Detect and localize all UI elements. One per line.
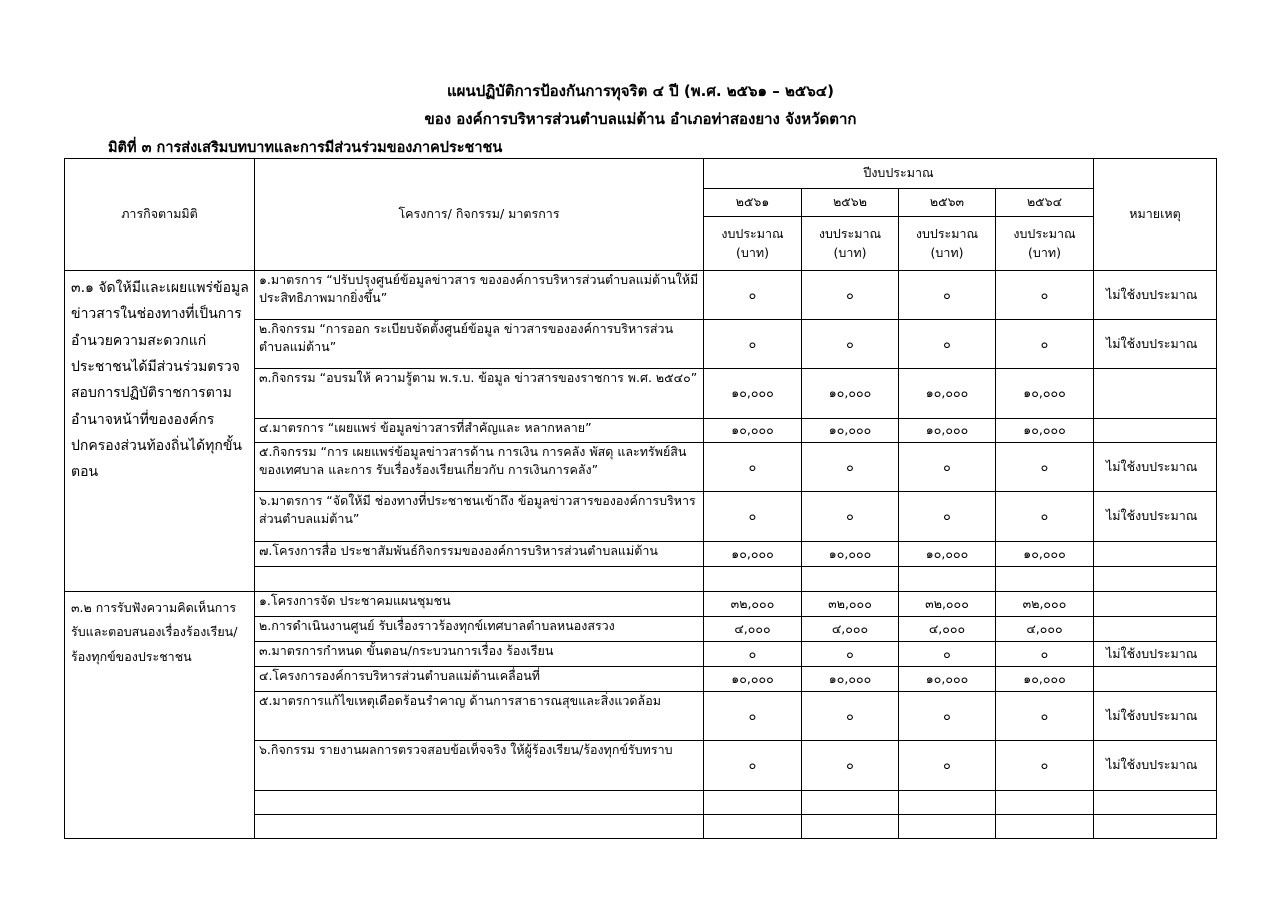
budget-cell: ๐: [899, 443, 996, 492]
budget-cell: ๑๐,๐๐๐: [996, 667, 1094, 692]
remark-cell: ไม่ใช้งบประมาณ: [1094, 692, 1217, 741]
budget-label: งบประมาณ: [1013, 226, 1076, 242]
project-cell: ๓.กิจกรรม “อบรมให้ ความรู้ตาม พ.ร.บ. ข้อมูล ข่าวสารของราชการ พ.ศ. ๒๕๔๐”: [255, 369, 704, 419]
budget-label: งบประมาณ: [915, 226, 979, 242]
budget-year-header: ปีงบประมาณ: [704, 159, 1094, 189]
year-header: ๒๕๖๑: [704, 189, 802, 217]
remark-cell: [1094, 815, 1217, 839]
project-cell: ๖.มาตรการ “จัดให้มี ช่องทางที่ประชาชนเข้าถึง ข้อมูลข่าวสารขององค์การบริหารส่วนตำบลแม่ต้าน”: [255, 492, 704, 542]
budget-cell: ๑๐,๐๐๐: [996, 369, 1094, 419]
budget-cell: ๔,๐๐๐: [704, 617, 802, 642]
budget-cell: ๐: [704, 692, 802, 741]
budget-cell: ๔,๐๐๐: [802, 617, 899, 642]
remark-cell: [1094, 567, 1217, 592]
budget-cell: ๔,๐๐๐: [899, 617, 996, 642]
project-cell: ๔.โครงการองค์การบริหารส่วนตำบลแม่ต้านเคลื่อนที่: [255, 667, 704, 692]
budget-cell: ๐: [996, 492, 1094, 542]
action-plan-table: [64, 158, 1217, 839]
budget-cell: ๐: [802, 642, 899, 667]
remark-cell: [1094, 617, 1217, 642]
mission-header: ภารกิจตามมิติ: [65, 159, 255, 271]
table-row: [65, 271, 1217, 320]
remark-cell: [1094, 542, 1217, 567]
budget-cell: ๐: [899, 692, 996, 741]
project-cell: ๔.มาตรการ “เผยแพร่ ข้อมูลข่าวสารที่สำคัญและ หลากหลาย”: [255, 419, 704, 443]
budget-cell: ๐: [996, 642, 1094, 667]
remark-cell: ไม่ใช้งบประมาณ: [1094, 271, 1217, 320]
budget-cell: ๑๐,๐๐๐: [802, 542, 899, 567]
unit-label: (บาท): [930, 244, 964, 260]
project-cell: [255, 791, 704, 815]
remark-cell: [1094, 667, 1217, 692]
budget-cell: ๐: [704, 271, 802, 320]
remark-header: หมายเหตุ: [1094, 159, 1217, 271]
budget-cell: ๑๐,๐๐๐: [899, 369, 996, 419]
budget-cell: ๑๐,๐๐๐: [802, 667, 899, 692]
remark-cell: [1094, 592, 1217, 617]
budget-unit-header: [704, 217, 802, 271]
budget-cell: [996, 567, 1094, 592]
budget-cell: ๐: [996, 320, 1094, 369]
organization-subtitle: ของ องค์การบริหารส่วนตำบลแม่ต้าน อำเภอท่าสองยาง จังหวัดตาก: [424, 110, 857, 128]
budget-cell: ๑๐,๐๐๐: [704, 369, 802, 419]
budget-cell: ๓๒,๐๐๐: [704, 592, 802, 617]
budget-cell: [704, 567, 802, 592]
budget-cell: ๑๐,๐๐๐: [996, 419, 1094, 443]
budget-cell: ๐: [802, 492, 899, 542]
budget-cell: ๑๐,๐๐๐: [899, 419, 996, 443]
project-cell: ๖.กิจกรรม รายงานผลการตรวจสอบข้อเท็จจริง ให้ผู้ร้องเรียน/ร้องทุกข์รับทราบ: [255, 741, 704, 791]
budget-cell: ๐: [899, 492, 996, 542]
project-cell: ๓.มาตรการกำหนด ขั้นตอน/กระบวนการเรื่อง ร้องเรียน: [255, 642, 704, 667]
project-cell: ๗.โครงการสื่อ ประชาสัมพันธ์กิจกรรมขององค์การบริหารส่วนตำบลแม่ต้าน: [255, 542, 704, 567]
budget-cell: ๑๐,๐๐๐: [802, 369, 899, 419]
budget-cell: [704, 815, 802, 839]
budget-cell: ๓๒,๐๐๐: [899, 592, 996, 617]
budget-cell: ๐: [899, 320, 996, 369]
budget-cell: ๐: [802, 271, 899, 320]
budget-cell: ๑๐,๐๐๐: [704, 542, 802, 567]
remark-cell: [1094, 791, 1217, 815]
budget-cell: ๐: [704, 741, 802, 791]
year-header: ๒๕๖๔: [996, 189, 1094, 217]
budget-cell: ๐: [704, 320, 802, 369]
budget-cell: ๐: [704, 443, 802, 492]
budget-cell: ๐: [996, 741, 1094, 791]
budget-cell: ๐: [802, 443, 899, 492]
budget-cell: [899, 791, 996, 815]
remark-cell: [1094, 369, 1217, 419]
budget-cell: ๐: [996, 443, 1094, 492]
unit-label: (บาท): [736, 244, 769, 260]
year-header: ๒๕๖๒: [802, 189, 899, 217]
budget-cell: [704, 791, 802, 815]
project-header: โครงการ/ กิจกรรม/ มาตรการ: [255, 159, 704, 271]
budget-cell: ๐: [899, 271, 996, 320]
budget-cell: [802, 567, 899, 592]
unit-label: (บาท): [1028, 244, 1061, 260]
budget-cell: ๔,๐๐๐: [996, 617, 1094, 642]
budget-cell: [899, 815, 996, 839]
budget-cell: ๑๐,๐๐๐: [802, 419, 899, 443]
project-cell: ๑.มาตรการ “ปรับปรุงศูนย์ข้อมูลข่าวสาร ขององค์การบริหารส่วนตำบลแม่ต้านให้มี ประสิทธิภาพมากยิ่งขึ้น”: [255, 271, 704, 320]
project-cell: [255, 567, 704, 592]
mission-cell: ๓.๒ การรับฟังความคิดเห็นการรับและตอบสนองเรื่องร้องเรียน/ร้องทุกข์ของประชาชน: [65, 592, 255, 839]
budget-label: งบประมาณ: [721, 226, 784, 242]
unit-label: (บาท): [833, 244, 867, 260]
table-row: [65, 592, 1217, 617]
budget-cell: ๐: [996, 271, 1094, 320]
year-header: ๒๕๖๓: [899, 189, 996, 217]
budget-cell: ๐: [704, 492, 802, 542]
budget-cell: ๑๐,๐๐๐: [899, 542, 996, 567]
budget-cell: ๐: [802, 741, 899, 791]
project-cell: ๕.มาตรการแก้ไขเหตุเดือดร้อนรำคาญ ด้านการสาธารณสุขและสิ่งแวดล้อม: [255, 692, 704, 741]
budget-cell: ๑๐,๐๐๐: [899, 667, 996, 692]
budget-label: งบประมาณ: [818, 226, 882, 242]
budget-cell: [996, 791, 1094, 815]
budget-cell: [802, 815, 899, 839]
budget-cell: [802, 791, 899, 815]
project-cell: ๕.กิจกรรม “การ เผยแพร่ข้อมูลข่าวสารด้าน การเงิน การคลัง พัสดุ และทรัพย์สินของเทศบาล และการ รับเรื่องร้องเรียนเกี่ยวกับ การเงินการคลัง”: [255, 443, 704, 492]
project-cell: ๒.กิจกรรม “การออก ระเบียบจัดตั้งศูนย์ข้อมูล ข่าวสารขององค์การบริหารส่วนตำบลแม่ต้าน”: [255, 320, 704, 369]
budget-cell: ๐: [899, 642, 996, 667]
budget-cell: ๐: [704, 642, 802, 667]
project-cell: ๑.โครงการจัด ประชาคมแผนชุมชน: [255, 592, 704, 617]
plan-title: แผนปฏิบัติการป้องกันการทุจริต ๔ ปี (พ.ศ. ๒๕๖๑ – ๒๕๖๔): [447, 82, 834, 100]
budget-unit-header: [899, 217, 996, 271]
budget-cell: [996, 815, 1094, 839]
budget-cell: ๓๒,๐๐๐: [802, 592, 899, 617]
budget-cell: [899, 567, 996, 592]
budget-cell: ๑๐,๐๐๐: [704, 667, 802, 692]
budget-cell: ๓๒,๐๐๐: [996, 592, 1094, 617]
budget-unit-header: [802, 217, 899, 271]
remark-cell: [1094, 419, 1217, 443]
budget-unit-header: [996, 217, 1094, 271]
budget-cell: ๑๐,๐๐๐: [996, 542, 1094, 567]
remark-cell: ไม่ใช้งบประมาณ: [1094, 492, 1217, 542]
mission-cell: ๓.๑ จัดให้มีและเผยแพร่ข้อมูลข่าวสารในช่องทางที่เป็นการอำนวยความสะดวกแก่ประชาชนได้มีส่วนร่วมตรวจสอบการปฏิบัติราชการตามอำนาจหน้าที่ขององค์กรปกครองส่วนท้องถิ่นได้ทุกขั้นตอน: [65, 271, 255, 592]
budget-cell: ๑๐,๐๐๐: [704, 419, 802, 443]
budget-cell: ๐: [802, 692, 899, 741]
budget-cell: ๐: [802, 320, 899, 369]
budget-cell: ๐: [899, 741, 996, 791]
budget-cell: ๐: [996, 692, 1094, 741]
remark-cell: ไม่ใช้งบประมาณ: [1094, 741, 1217, 791]
project-cell: ๒.การดำเนินงานศูนย์ รับเรื่องราวร้องทุกข์เทศบาลตำบลหนองสรวง: [255, 617, 704, 642]
remark-cell: ไม่ใช้งบประมาณ: [1094, 443, 1217, 492]
dimension-heading: มิติที่ ๓ การส่งเสริมบทบาทและการมีส่วนร่วมของภาคประชาชน: [108, 140, 503, 156]
remark-cell: ไม่ใช้งบประมาณ: [1094, 320, 1217, 369]
remark-cell: ไม่ใช้งบประมาณ: [1094, 642, 1217, 667]
project-cell: [255, 815, 704, 839]
